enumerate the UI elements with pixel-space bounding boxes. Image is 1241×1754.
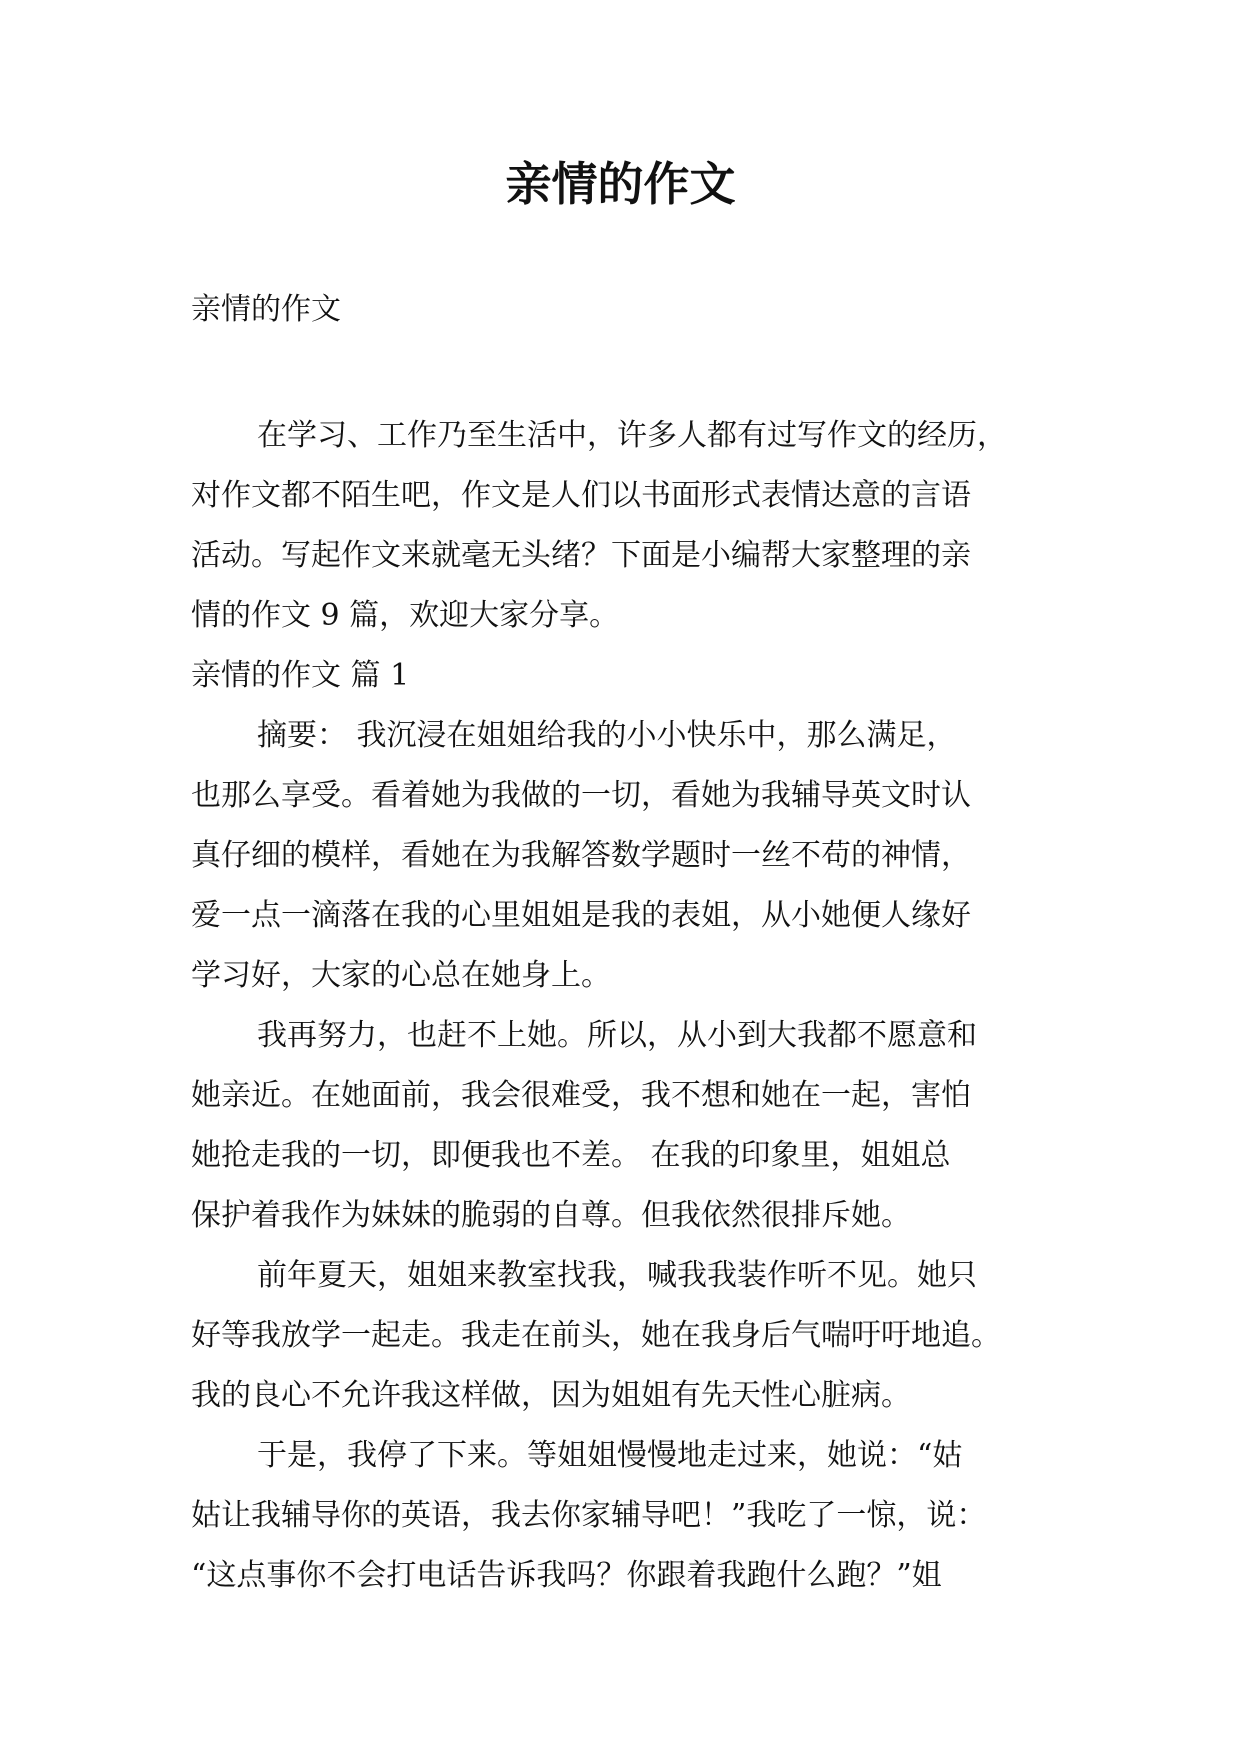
text-line: 好等我放学一起走。我走在前头，她在我身后气喘吁吁地追。 — [191, 1318, 1001, 1353]
text-line: 前年夏天，姐姐来教室找我，喊我我装作听不见。她只 — [257, 1258, 977, 1293]
text-line: 她亲近。在她面前，我会很难受，我不想和她在一起，害怕 — [191, 1078, 971, 1113]
text-line: 摘要： 我沉浸在姐姐给我的小小快乐中，那么满足， — [257, 718, 957, 753]
document-title: 亲情的作文 — [505, 157, 736, 211]
text-line: 学习好，大家的心总在她身上。 — [191, 958, 611, 993]
text-line: 我再努力，也赶不上她。所以，从小到大我都不愿意和 — [257, 1018, 977, 1053]
text-line: 姑让我辅导你的英语，我去你家辅导吧！”我吃了一惊，说： — [191, 1498, 987, 1533]
text-line: 活动。写起作文来就毫无头绪？下面是小编帮大家整理的亲 — [191, 538, 971, 573]
section-heading: 亲情的作文 篇 1 — [191, 658, 410, 693]
text-line: 她抢走我的一切，即便我也不差。 在我的印象里，姐姐总 — [191, 1138, 951, 1173]
text-line: 也那么享受。看着她为我做的一切，看她为我辅导英文时认 — [191, 778, 971, 813]
text-line: 在学习、工作乃至生活中，许多人都有过写作文的经历， — [257, 418, 1007, 453]
document-body — [191, 406, 1081, 1606]
text-line: “这点事你不会打电话告诉我吗？你跟着我跑什么跑？”姐 — [191, 1558, 942, 1593]
document-subtitle: 亲情的作文 — [191, 292, 341, 327]
text-line: 我的良心不允许我这样做，因为姐姐有先天性心脏病。 — [191, 1378, 911, 1413]
text-line: 保护着我作为妹妹的脆弱的自尊。但我依然很排斥她。 — [191, 1198, 911, 1233]
text-line: 于是，我停了下来。等姐姐慢慢地走过来，她说：“姑 — [257, 1438, 963, 1473]
text-line: 对作文都不陌生吧，作文是人们以书面形式表情达意的言语 — [191, 478, 971, 513]
text-line: 情的作文 9 篇，欢迎大家分享。 — [191, 598, 620, 633]
text-line: 爱一点一滴落在我的心里姐姐是我的表姐，从小她便人缘好 — [191, 898, 971, 933]
text-line: 真仔细的模样，看她在为我解答数学题时一丝不苟的神情， — [191, 838, 971, 873]
